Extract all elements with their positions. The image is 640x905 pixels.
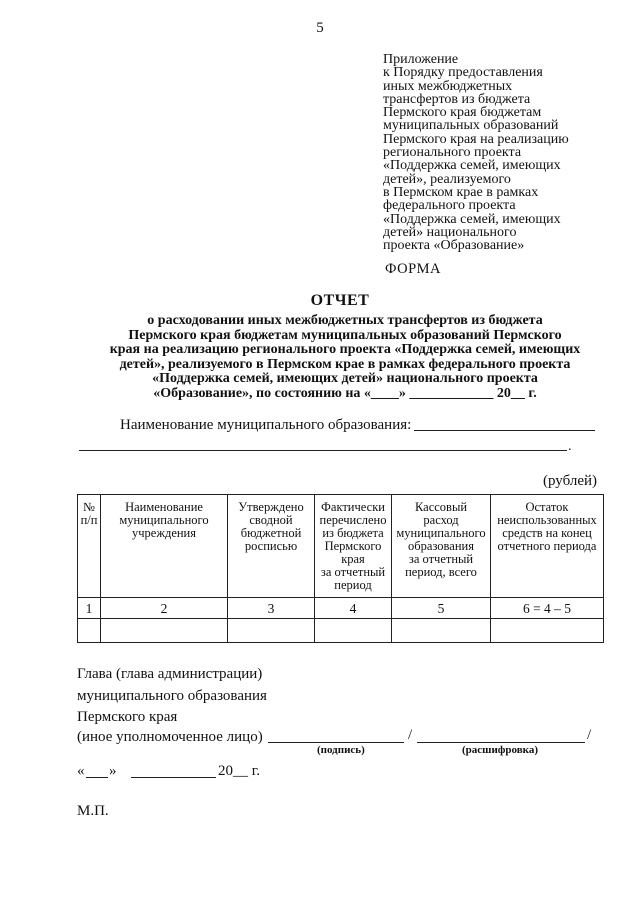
decoding-caption: (расшифровка) [462, 744, 539, 756]
signatory-line-3: Пермского края [77, 709, 178, 725]
date-day-line [86, 777, 108, 778]
signatory-line-1: Глава (глава администрации) [77, 666, 263, 682]
table-header-line: Пермского [324, 539, 382, 553]
table-header-line: перечислено [319, 513, 387, 527]
table-cell: 6 = 4 – 5 [491, 598, 604, 619]
signatory-line-4: (иное уполномоченное лицо) [77, 729, 263, 745]
date-month-line [131, 777, 216, 778]
appendix-line: детей», реализуемого [383, 171, 511, 187]
appendix-line: Пермского края на реализацию [383, 131, 569, 147]
table-header-line: средств на конец [502, 526, 592, 540]
subtitle-line: о расходовании иных межбюджетных трансфертов из бюджета [147, 313, 543, 328]
report-subtitle [85, 314, 605, 401]
table-header-line: Кассовый [414, 500, 468, 514]
signature-slash-end: / [587, 727, 592, 743]
date-open-quote: « [77, 763, 85, 779]
table-cell: 3 [228, 598, 315, 619]
table-numbering-row [78, 598, 604, 619]
page-number: 5 [316, 20, 324, 36]
table-header-line: сводной [249, 513, 293, 527]
table-header-line: Фактически [321, 500, 385, 514]
appendix-line: в Пермском крае в рамках [383, 184, 539, 200]
date-year: 20__ г. [218, 763, 260, 779]
appendix-line: проекта «Образование» [383, 238, 525, 254]
table-header-line: муниципального [396, 526, 486, 540]
table-header-line: расход [423, 513, 459, 527]
table-header-line: Остаток [525, 500, 569, 514]
table-cell: 2 [101, 598, 228, 619]
table-header-cell [228, 495, 315, 598]
subtitle-line: Пермского края бюджетам муниципальных образований Пермского [128, 327, 562, 343]
subtitle-line: края на реализацию регионального проекта «Поддержка семей, имеющих [109, 342, 581, 357]
table-header-cell [78, 495, 101, 598]
table-cell [315, 619, 392, 643]
table-header-cell [491, 495, 604, 598]
appendix-line: иных межбюджетных [383, 78, 513, 94]
table-cell: 5 [392, 598, 491, 619]
form-label: ФОРМА [385, 261, 442, 277]
subtitle-line: «Поддержка семей, имеющих детей» национального проекта [152, 371, 538, 386]
appendix-line: муниципальных образований [383, 118, 559, 134]
municipality-line-2 [79, 450, 567, 451]
signature-slash: / [408, 727, 413, 743]
table-header-line: края [341, 552, 365, 566]
appendix-line: регионального проекта [383, 145, 522, 161]
municipality-period: . [568, 439, 572, 454]
signatory-line-2: муниципального образования [77, 688, 267, 704]
signature-line [268, 742, 404, 743]
table-header-line: за отчетный [408, 552, 474, 566]
table-header-line: Утверждено [238, 500, 304, 514]
table-row [78, 619, 604, 643]
appendix-line: Пермского края бюджетам [383, 105, 542, 121]
table-cell [392, 619, 491, 643]
report-table [77, 494, 604, 643]
subtitle-line: «Образование», по состоянию на «____» ____________ 20__ г. [153, 385, 537, 401]
subtitle-line: детей», реализуемого в Пермском крае в рамках федерального проекта [119, 356, 571, 372]
appendix-line: трансфертов из бюджета [383, 91, 531, 107]
table-header-cell [315, 495, 392, 598]
date-close-quote: » [109, 763, 117, 779]
table-cell: 1 [78, 598, 101, 619]
table-header-line: учреждения [131, 526, 196, 540]
municipality-line [414, 430, 595, 431]
table-cell [78, 619, 101, 643]
decoding-line [417, 742, 585, 743]
municipality-label: Наименование муниципального образования: [120, 417, 412, 433]
table-header-line: п/п [80, 513, 98, 527]
stamp-label: М.П. [77, 803, 109, 819]
table-header-row [78, 495, 604, 598]
table-header-line: из бюджета [322, 526, 384, 540]
appendix-block [383, 53, 613, 252]
appendix-line: федерального проекта [383, 198, 516, 214]
table-header-line: за отчетный [320, 565, 386, 579]
appendix-line: детей» национального [383, 224, 517, 240]
table-header-line: период [334, 578, 372, 592]
appendix-line: «Поддержка семей, имеющих [383, 211, 561, 227]
table-header-line: Наименование [125, 500, 203, 514]
table-header-line: бюджетной [240, 526, 302, 540]
table-header-line: № [83, 500, 95, 514]
report-title: ОТЧЕТ [310, 292, 370, 309]
table-header-line: отчетного периода [497, 539, 597, 553]
signature-caption: (подпись) [317, 744, 365, 756]
appendix-line: «Поддержка семей, имеющих [383, 158, 561, 174]
table-header-cell [392, 495, 491, 598]
table-header-line: муниципального [119, 513, 209, 527]
appendix-line: Приложение [383, 52, 459, 67]
table-cell [491, 619, 604, 643]
table-cell [101, 619, 228, 643]
table-cell [228, 619, 315, 643]
table-header-line: период, всего [405, 565, 477, 579]
units-label: (рублей) [543, 473, 598, 489]
appendix-line: к Порядку предоставления [383, 65, 543, 81]
table-cell: 4 [315, 598, 392, 619]
table-header-line: неиспользованных [497, 513, 597, 527]
table-header-cell [101, 495, 228, 598]
table-header-line: образования [408, 539, 474, 553]
table-header-line: росписью [244, 539, 298, 553]
